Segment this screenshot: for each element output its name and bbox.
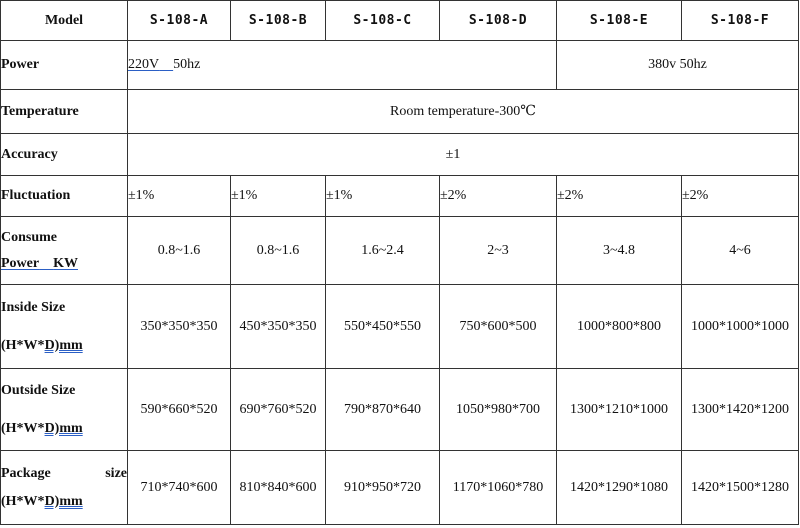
fluctuation-b: ±1%	[231, 176, 326, 217]
consume-d: 2~3	[440, 217, 557, 285]
label-package-size	[1, 451, 128, 525]
inside-size-f: 1000*1000*1000	[682, 285, 799, 369]
label-inside-size-unit: D)mm	[44, 337, 83, 353]
label-fluctuation: Fluctuation	[1, 176, 128, 217]
label-outside-size-dims: (H*W*	[1, 420, 45, 436]
label-package-size-unit: D)mm	[44, 493, 83, 509]
row-consume-power	[1, 217, 799, 285]
label-package-size-dims: (H*W*	[1, 493, 45, 509]
power-220-voltage: 220V	[128, 57, 160, 72]
outside-size-e: 1300*1210*1000	[557, 369, 682, 451]
fluctuation-f: ±2%	[682, 176, 799, 217]
label-power-word: Power	[1, 255, 40, 271]
label-kw: KW	[53, 255, 78, 271]
label-consume: Consume	[1, 229, 58, 245]
row-temperature	[1, 90, 799, 134]
model-b: S-108-B	[231, 1, 326, 41]
label-inside-size	[1, 285, 128, 369]
label-accuracy: Accuracy	[1, 134, 128, 176]
package-size-b: 810*840*600	[231, 451, 326, 525]
consume-f: 4~6	[682, 217, 799, 285]
model-a: S-108-A	[128, 1, 231, 41]
label-inside-size-title: Inside Size	[1, 299, 66, 315]
power-380: 380v 50hz	[557, 41, 799, 90]
label-temperature: Temperature	[1, 90, 128, 134]
label-inside-size-dims: (H*W*	[1, 337, 45, 353]
label-outside-size-title: Outside Size	[1, 382, 76, 398]
row-model	[1, 1, 799, 41]
model-d: S-108-D	[440, 1, 557, 41]
temperature-value: Room temperature-300℃	[128, 90, 799, 134]
consume-c: 1.6~2.4	[326, 217, 440, 285]
package-size-e: 1420*1290*1080	[557, 451, 682, 525]
fluctuation-c: ±1%	[326, 176, 440, 217]
outside-size-f: 1300*1420*1200	[682, 369, 799, 451]
inside-size-c: 550*450*550	[326, 285, 440, 369]
label-outside-size	[1, 369, 128, 451]
power-220	[128, 41, 557, 90]
outside-size-c: 790*870*640	[326, 369, 440, 451]
label-package-word: Package	[1, 465, 51, 481]
model-e: S-108-E	[557, 1, 682, 41]
label-size-word: size	[105, 465, 127, 481]
power-220-frequency: 50hz	[173, 57, 201, 72]
row-fluctuation	[1, 176, 799, 217]
consume-a: 0.8~1.6	[128, 217, 231, 285]
package-size-f: 1420*1500*1280	[682, 451, 799, 525]
package-size-d: 1170*1060*780	[440, 451, 557, 525]
package-size-c: 910*950*720	[326, 451, 440, 525]
inside-size-e: 1000*800*800	[557, 285, 682, 369]
fluctuation-a: ±1%	[128, 176, 231, 217]
inside-size-a: 350*350*350	[128, 285, 231, 369]
outside-size-a: 590*660*520	[128, 369, 231, 451]
accuracy-value: ±1	[128, 134, 799, 176]
row-outside-size	[1, 369, 799, 451]
label-consume-power	[1, 217, 128, 285]
label-power: Power	[1, 41, 128, 90]
label-model: Model	[1, 1, 128, 41]
consume-e: 3~4.8	[557, 217, 682, 285]
row-accuracy	[1, 134, 799, 176]
inside-size-b: 450*350*350	[231, 285, 326, 369]
row-package-size	[1, 451, 799, 525]
fluctuation-e: ±2%	[557, 176, 682, 217]
outside-size-b: 690*760*520	[231, 369, 326, 451]
model-f: S-108-F	[682, 1, 799, 41]
outside-size-d: 1050*980*700	[440, 369, 557, 451]
label-outside-size-unit: D)mm	[44, 420, 83, 436]
row-inside-size	[1, 285, 799, 369]
inside-size-d: 750*600*500	[440, 285, 557, 369]
row-power	[1, 41, 799, 90]
package-size-a: 710*740*600	[128, 451, 231, 525]
fluctuation-d: ±2%	[440, 176, 557, 217]
consume-b: 0.8~1.6	[231, 217, 326, 285]
model-c: S-108-C	[326, 1, 440, 41]
